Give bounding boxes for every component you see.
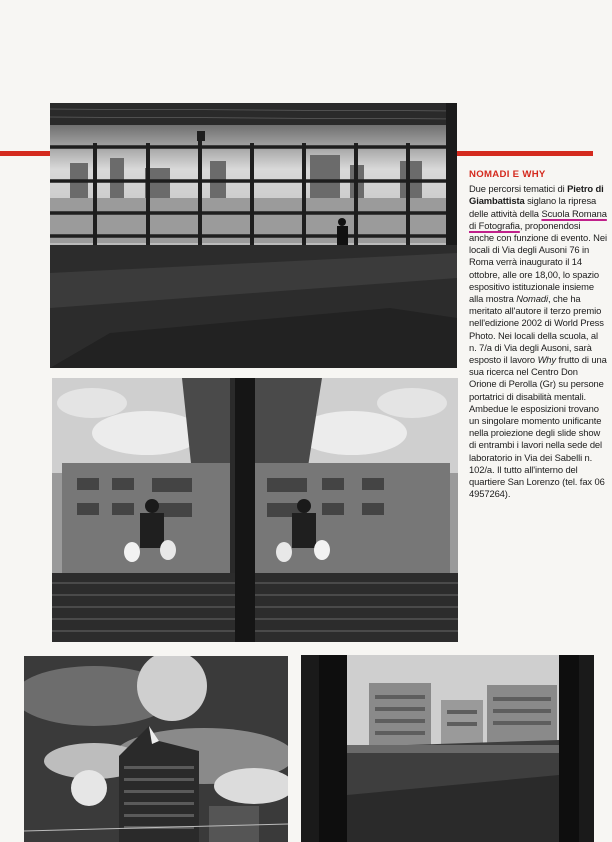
- red-rule-right: [457, 151, 593, 156]
- body-text-1: Due percorsi tematici di: [469, 183, 568, 195]
- author-name: Pietro di Giambattista: [469, 183, 604, 207]
- article-column: [469, 169, 607, 500]
- body-text-4: , che ha meritato all'autore il terzo premio nell'edizione 2002 di World Press Photo. Nei locali della scuola, al n. 7/a di Via degli Ausoni, sarà esposto il lavoro: [469, 293, 604, 366]
- article-body: [469, 183, 607, 500]
- body-text-5: frutto di una sua ricerca nel Centro Don Orione di Perolla (Gr) su persone portatrici di disabilità mentali. Ambedue le esposizioni trovano un singolare momento unificante nella proiezione degli slide show di entrambi i lavori nella sede del laboratorio in Via dei Sabelli n. 102/a. Il tutto all'interno del quartiere San Lorenzo (tel. fax 06 4957264).: [469, 354, 607, 500]
- moon-tower-photo: [24, 656, 288, 842]
- rooftop-buildings-photo: [301, 655, 594, 842]
- mirrored-stairs-photo: [52, 378, 458, 642]
- show-through-text: [462, 575, 602, 645]
- red-rule-left: [0, 151, 50, 156]
- body-text-3: , proponendosi anche con funzione di evento. Nei locali di Via degli Ausoni 76 in Roma verrà inaugurato il 14 ottobre, alle ore 18,00, lo spazio espositivo istituzionale insieme alla mostra: [469, 219, 607, 305]
- body-text-2: siglano la ripresa delle attività della: [469, 195, 597, 219]
- show-title-why: Why: [537, 354, 557, 366]
- article-heading: NOMADI E WHY: [469, 169, 546, 180]
- school-name: Scuola Romana di Fotografia: [469, 207, 607, 231]
- show-title-nomadi: Nomadi: [516, 293, 548, 305]
- bridge-silhouette-photo: [50, 103, 457, 368]
